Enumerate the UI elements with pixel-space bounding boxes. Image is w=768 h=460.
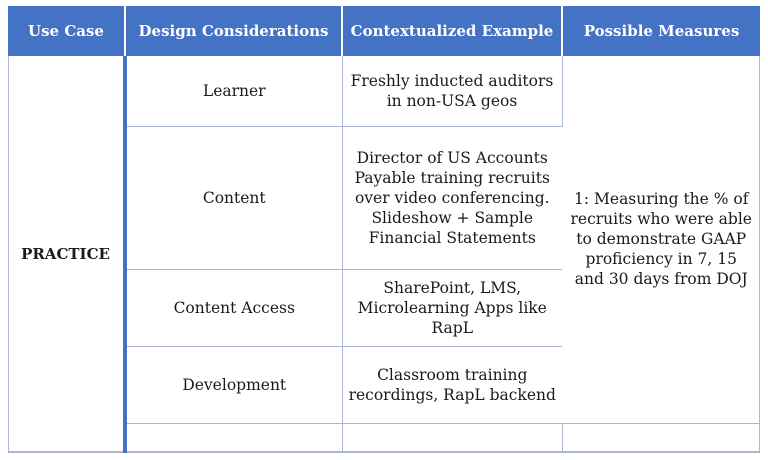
example-cell: SharePoint, LMS, Microlearning Apps like RapL <box>342 269 562 346</box>
example-cell: Freshly inducted auditors in non-USA geos <box>342 56 562 126</box>
consideration-cell: Development <box>125 346 342 423</box>
header-design-considerations: Design Considerations <box>125 6 342 56</box>
table-row <box>8 56 760 126</box>
header-row <box>8 6 760 56</box>
consideration-cell: Learner <box>125 56 342 126</box>
example-cell: Classroom training recordings, RapL backend <box>342 346 562 423</box>
empty-cell <box>125 423 342 452</box>
header-contextualized-example: Contextualized Example <box>342 6 562 56</box>
consideration-cell: Content Access <box>125 269 342 346</box>
consideration-cell: Content <box>125 126 342 269</box>
header-use-case: Use Case <box>8 6 125 56</box>
empty-cell <box>562 423 760 452</box>
header-possible-measures: Possible Measures <box>562 6 760 56</box>
empty-cell <box>342 423 562 452</box>
example-cell: Director of US Accounts Payable training recruits over video conferencing. Slideshow + Sample Financial Statements <box>342 126 562 269</box>
measures-cell: 1: Measuring the % of recruits who were able to demonstrate GAAP proficiency in 7, 15 and 30 days from DOJ <box>562 56 760 423</box>
design-table <box>8 6 760 453</box>
use-case-cell: PRACTICE <box>8 56 125 452</box>
